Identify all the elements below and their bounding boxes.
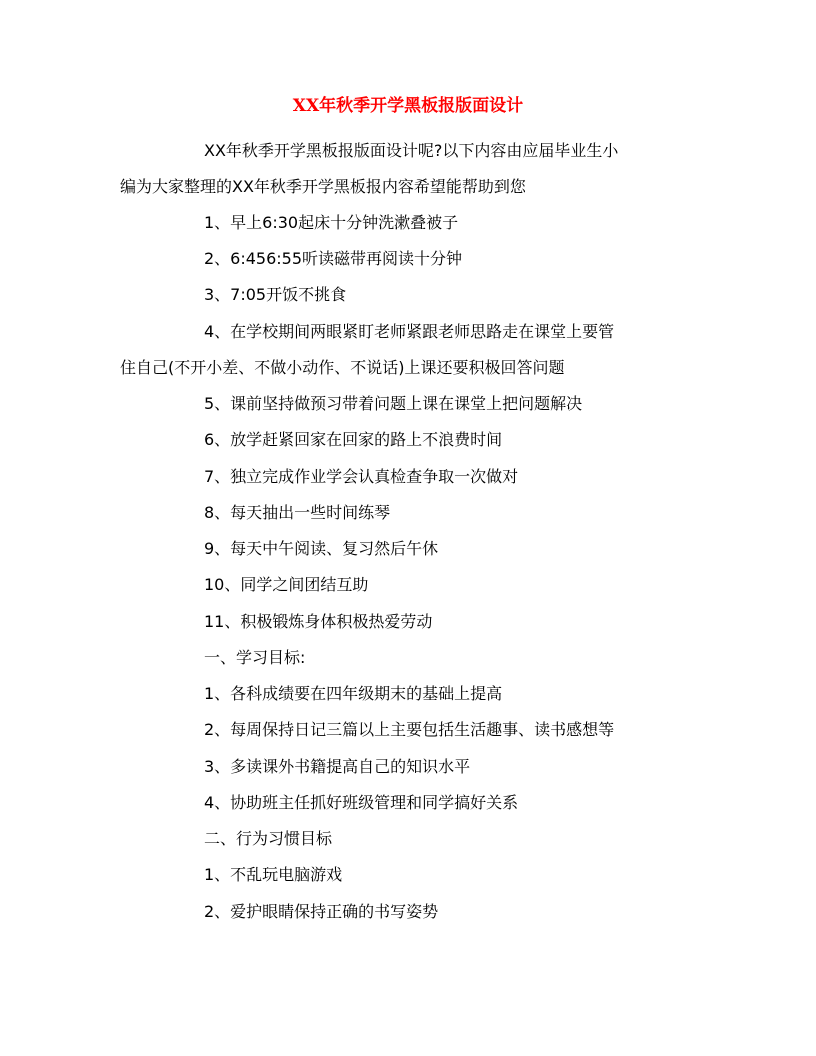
list-item: 9、每天中午阅读、复习然后午休 — [204, 539, 439, 558]
list-item-4-line-2: 住自己(不开小差、不做小动作、不说话)上课还要积极回答问题 — [120, 358, 565, 377]
section-heading-study-goals: 一、学习目标: — [204, 648, 306, 667]
list-item: 8、每天抽出一些时间练琴 — [204, 503, 391, 522]
list-item: 4、协助班主任抓好班级管理和同学搞好关系 — [204, 793, 519, 812]
intro-line-1: XX年秋季开学黑板报版面设计呢?以下内容由应届毕业生小 — [204, 141, 619, 160]
intro-line-2: 编为大家整理的XX年秋季开学黑板报内容希望能帮助到您 — [120, 177, 526, 196]
list-item: 3、7:05开饭不挑食 — [204, 285, 347, 304]
list-item: 7、独立完成作业学会认真检查争取一次做对 — [204, 467, 519, 486]
list-item: 2、每周保持日记三篇以上主要包括生活趣事、读书感想等 — [204, 720, 615, 739]
list-item: 3、多读课外书籍提高自己的知识水平 — [204, 757, 471, 776]
list-item: 6、放学赶紧回家在回家的路上不浪费时间 — [204, 430, 503, 449]
section-heading-behavior-goals: 二、行为习惯目标 — [204, 829, 333, 848]
document-title: XX年秋季开学黑板报版面设计 — [292, 96, 524, 116]
list-item: 1、早上6:30起床十分钟洗漱叠被子 — [204, 213, 459, 232]
list-item: 2、6:456:55听读磁带再阅读十分钟 — [204, 249, 463, 268]
list-item: 10、同学之间团结互助 — [204, 575, 369, 594]
list-item: 5、课前坚持做预习带着问题上课在课堂上把问题解决 — [204, 394, 583, 413]
list-item: 1、各科成绩要在四年级期末的基础上提高 — [204, 684, 503, 703]
list-item-4-line-1: 4、在学校期间两眼紧盯老师紧跟老师思路走在课堂上要管 — [204, 322, 615, 341]
list-item: 2、爱护眼睛保持正确的书写姿势 — [204, 902, 439, 921]
list-item: 1、不乱玩电脑游戏 — [204, 865, 343, 884]
list-item: 11、积极锻炼身体积极热爱劳动 — [204, 612, 433, 631]
